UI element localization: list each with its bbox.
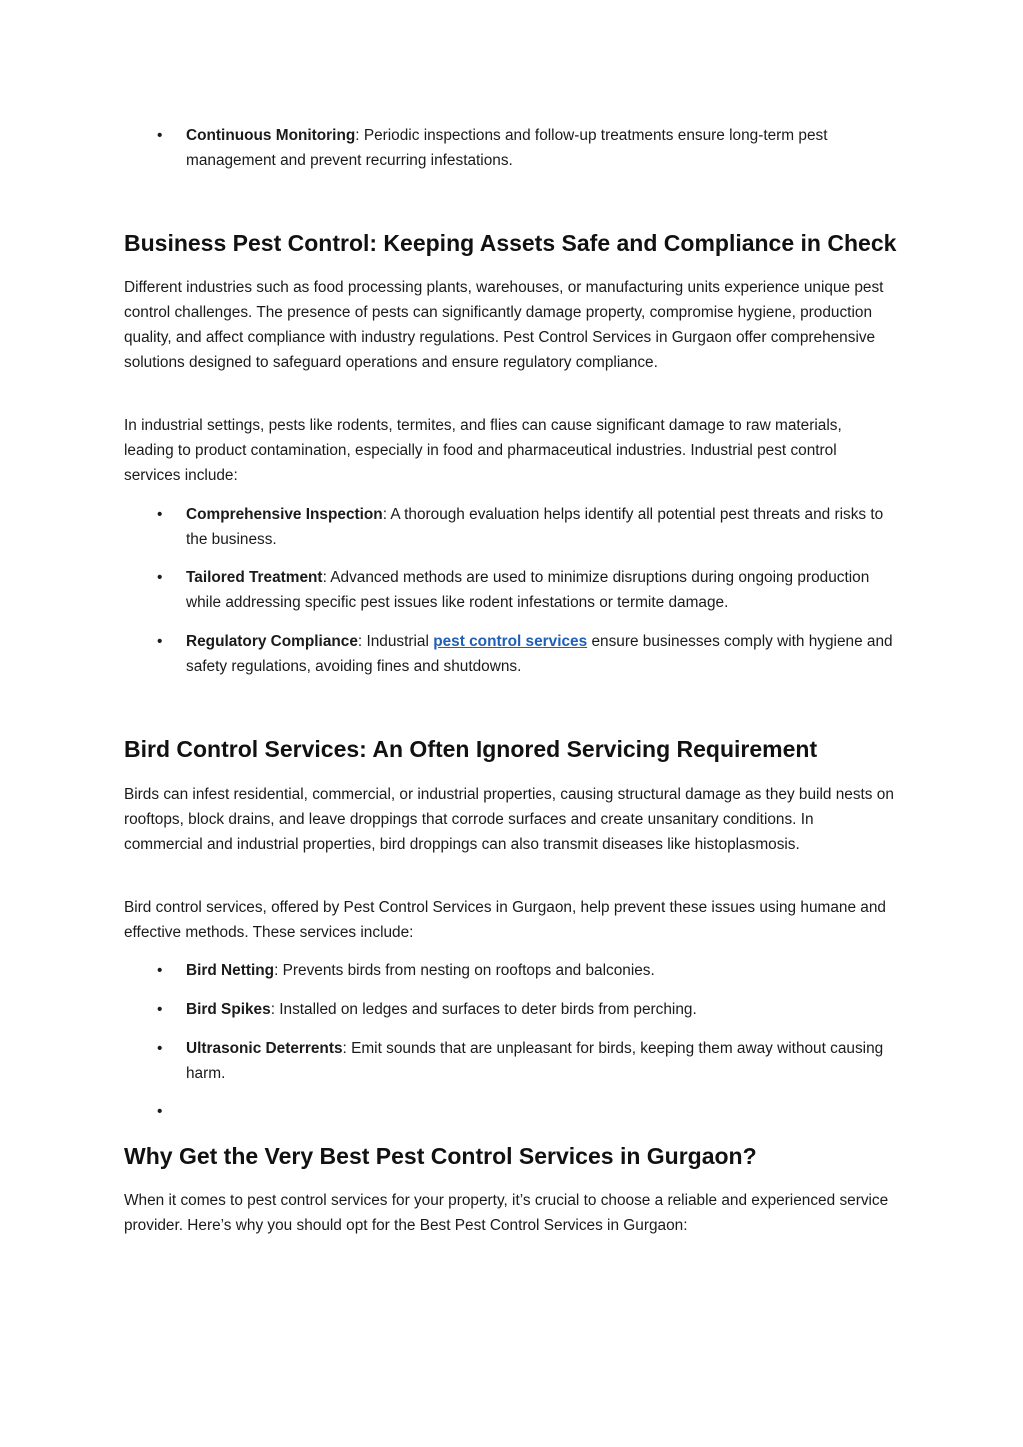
paragraph-text: In industrial settings, pests like rodents, termites, and flies can cause significant damage to raw materials, leading to product contamination, especially in food and pharmaceutical industries. Industrial pest control services include: [124, 417, 842, 484]
bullet-dot: • [157, 506, 163, 523]
bullet-label: Bird Netting [186, 962, 275, 979]
paragraph [124, 782, 894, 857]
paragraph [124, 413, 894, 488]
bullet-body: : Installed on ledges and surfaces to deter birds from perching. [270, 1001, 697, 1018]
bullet-text [186, 502, 894, 552]
paragraph [124, 895, 894, 945]
bullet-text [186, 997, 894, 1022]
bullet-dot: • [157, 1040, 163, 1057]
bullet-body: ensure businesses comply with hygiene and safety regulations, avoiding fines and shutdowns. [186, 633, 893, 675]
section-heading-bird [124, 734, 894, 764]
bullet-label: Regulatory Compliance [186, 633, 358, 650]
bullet-body: : Periodic inspections and follow-up treatments ensure long-term pest management and prevent recurring infestations. [186, 127, 828, 169]
pest-control-services-link[interactable]: pest control services [433, 633, 588, 650]
section-heading-business [124, 228, 897, 258]
heading-text: Why Get the Very Best Pest Control Services in Gurgaon? [124, 1143, 757, 1169]
bullet-dot: • [157, 962, 163, 979]
section-heading-why [124, 1141, 894, 1171]
bullet-label: Tailored Treatment [186, 569, 323, 586]
bullet-text [186, 629, 894, 679]
bullet-dot: • [157, 569, 163, 586]
bullet-text [186, 958, 894, 983]
bullet-text [186, 123, 894, 173]
paragraph-text: Birds can infest residential, commercial, or industrial properties, causing structural damage as they build nests on rooftops, block drains, and leave droppings that corrode surfaces and create unsanitary conditions. In commercial and industrial properties, bird droppings can also transmit diseases like histoplasmosis. [124, 786, 894, 853]
paragraph-text: When it comes to pest control services for your property, it’s crucial to choose a reliable and experienced service provider. Here’s why you should opt for the Best Pest Control Services in Gurgaon: [124, 1192, 889, 1234]
heading-text: Bird Control Services: An Often Ignored Servicing Requirement [124, 736, 818, 762]
bullet-label: Ultrasonic Deterrents [186, 1040, 343, 1057]
bullet-dot: • [157, 1103, 163, 1120]
bullet-label: Bird Spikes [186, 1001, 271, 1018]
paragraph-text: Different industries such as food processing plants, warehouses, or manufacturing units experience unique pest control challenges. The presence of pests can significantly damage property, compromise hygiene, production quality, and affect compliance with industry regulations. Pest Control Services in Gurgaon offer comprehensive solutions designed to safeguard operations and ensure regulatory compliance. [124, 279, 884, 371]
bullet-body: : A thorough evaluation helps identify all potential pest threats and risks to the business. [186, 506, 884, 548]
paragraph [124, 275, 894, 375]
bullet-text [186, 1036, 894, 1086]
bullet-body: : Emit sounds that are unpleasant for birds, keeping them away without causing harm. [186, 1040, 884, 1082]
bullet-text [186, 565, 894, 615]
paragraph-text: Bird control services, offered by Pest Control Services in Gurgaon, help prevent these issues using humane and effective methods. These services include: [124, 899, 886, 941]
bullet-body: : Prevents birds from nesting on rooftops and balconies. [274, 962, 655, 979]
bullet-label: Comprehensive Inspection [186, 506, 383, 523]
paragraph [124, 1188, 894, 1238]
bullet-body: : Industrial [357, 633, 434, 650]
bullet-body: : Advanced methods are used to minimize disruptions during ongoing production while addressing specific pest issues like rodent infestations or termite damage. [186, 569, 870, 611]
bullet-dot: • [157, 127, 163, 144]
heading-text: Business Pest Control: Keeping Assets Safe and Compliance in Check [124, 230, 897, 256]
bullet-dot: • [157, 1001, 163, 1018]
bullet-label: Continuous Monitoring [186, 127, 356, 144]
bullet-dot: • [157, 633, 163, 650]
